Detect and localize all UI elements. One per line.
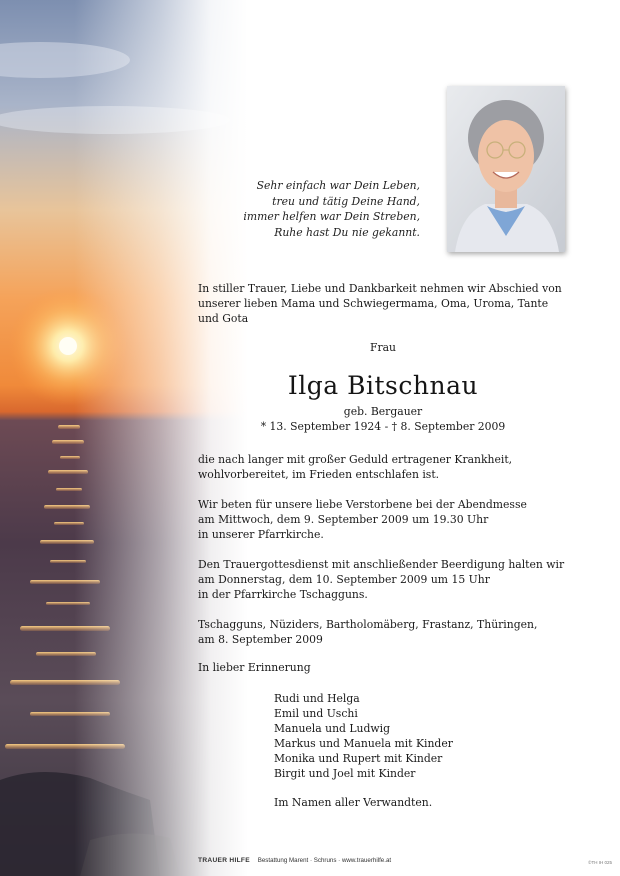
family-member: Birgit und Joel mit Kinder bbox=[274, 767, 416, 781]
maiden-name: geb. Bergauer bbox=[343, 405, 423, 418]
portrait-photo bbox=[447, 86, 565, 252]
intro-text: In stiller Trauer, Liebe und Dankbarkeit nehmen wir Abschied von unserer lieben Mama und Schwiegermama, Oma, Uroma, Tante und Gota bbox=[198, 282, 562, 326]
footer bbox=[198, 857, 391, 864]
paragraph-funeral-service bbox=[198, 557, 578, 603]
text-line: Wir beten für unsere liebe Verstorbene bei der Abendmesse bbox=[198, 498, 527, 511]
paragraph-evening-mass bbox=[198, 497, 578, 543]
footer-brand: TRAUER HILFE bbox=[198, 857, 250, 864]
family-member: Emil und Uschi bbox=[274, 707, 358, 721]
poem-line: immer helfen war Dein Streben, bbox=[243, 210, 420, 224]
poem-line: Sehr einfach war Dein Leben, bbox=[256, 179, 420, 192]
text-line: Den Trauergottesdienst mit anschließender Beerdigung halten wir bbox=[198, 558, 565, 571]
salutation: Frau bbox=[369, 341, 397, 354]
paragraph-place-date bbox=[198, 617, 578, 647]
family-member: Monika und Rupert mit Kinder bbox=[274, 752, 443, 766]
poem-line: Ruhe hast Du nie gekannt. bbox=[274, 225, 420, 239]
family-member: Rudi und Helga bbox=[274, 692, 360, 705]
text-line: In lieber Erinnerung bbox=[198, 661, 311, 674]
paragraph-illness bbox=[198, 452, 578, 482]
family-member: Markus und Manuela mit Kinder bbox=[274, 737, 453, 751]
text-line: am Donnerstag, dem 10. September 2009 um 15 Uhr bbox=[198, 573, 490, 587]
document-code: ©TH IH 025 bbox=[588, 860, 612, 865]
text-line: wohlvorbereitet, im Frieden entschlafen ist. bbox=[198, 468, 440, 482]
text-line: Tschagguns, Nüziders, Bartholomäberg, Frastanz, Thüringen, bbox=[198, 618, 538, 631]
life-dates: * 13. September 1924 - † 8. September 2009 bbox=[260, 420, 506, 433]
deceased-name: Ilga Bitschnau bbox=[287, 371, 479, 400]
family-member: Manuela und Ludwig bbox=[274, 722, 391, 736]
poem bbox=[205, 178, 420, 240]
footer-details: Bestattung Marent · Schruns · www.trauerhilfe.at bbox=[257, 857, 392, 864]
poem-line: treu und tätig Deine Hand, bbox=[272, 194, 420, 208]
text-line: am 8. September 2009 bbox=[198, 633, 323, 647]
family-list bbox=[274, 691, 453, 782]
text-line: in der Pfarrkirche Tschagguns. bbox=[198, 588, 368, 602]
text-line: am Mittwoch, dem 9. September 2009 um 19.30 Uhr bbox=[198, 513, 489, 527]
paragraph-remembrance bbox=[198, 660, 578, 675]
text-line: in unserer Pfarrkirche. bbox=[198, 528, 324, 542]
closing-line: Im Namen aller Verwandten. bbox=[274, 796, 433, 809]
text-line: die nach langer mit großer Geduld ertragener Krankheit, bbox=[198, 453, 513, 466]
